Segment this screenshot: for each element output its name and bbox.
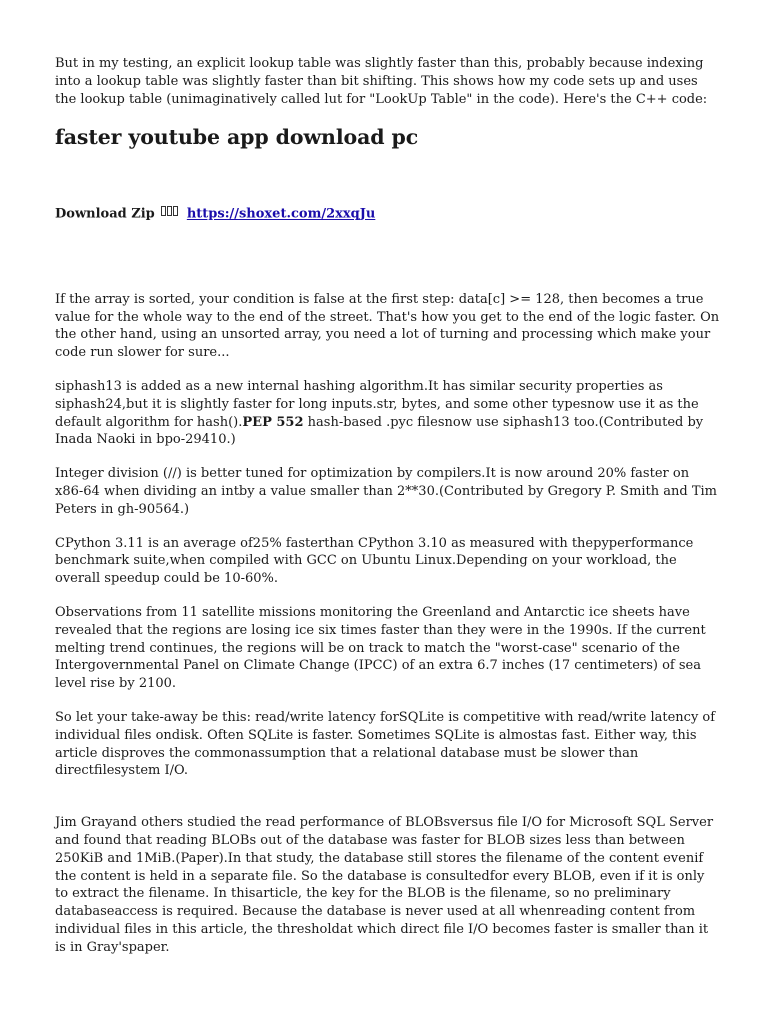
download-line xyxy=(55,205,720,224)
siphash-paragraph xyxy=(55,378,720,449)
siphash-text-b: hash-based .pyc filesnow use siphash13 too.(Contributed by Inada Naoki in bpo-29410.) xyxy=(55,414,704,448)
page-title: faster youtube app download pc xyxy=(55,125,419,150)
cpython-paragraph: CPython 3.11 is an average of25% fasterthan CPython 3.10 as measured with thepyperformance benchmark suite,when compiled with GCC on Ubuntu Linux.Depending on your workload, the overall speedup could be 10-60%. xyxy=(55,535,694,587)
document-page xyxy=(55,55,720,957)
jim-gray-paragraph: Jim Grayand others studied the read performance of BLOBsversus file I/O for Microsoft SQL Server and found that reading BLOBs out of the database was faster for BLOB sizes less than between 250KiB and 1MiB.(Paper).In that study, the database still stores the filename of the content evenif the content is held in a separate file. So the database is consultedfor every BLOB, even if it is only to extract the filename. In thisarticle, the key for the BLOB is the filename, so no preliminary databaseaccess is required. Because the database is never used at all whenreading content from individual files in this article, the thresholdat which direct file I/O becomes faster is smaller than it is in Gray'spaper. xyxy=(55,815,714,955)
integer-division-paragraph: Integer division (//) is better tuned for optimization by compilers.It is now around 20% faster on x86-64 when dividing an intby a value smaller than 2**30.(Contributed by Gregory P. Smith and Tim Peters in gh-90564.) xyxy=(55,466,718,517)
intro-paragraph: But in my testing, an explicit lookup table was slightly faster than this, probably because indexing into a lookup table was slightly faster than bit shifting. This shows how my code sets up and uses the lookup table (unimaginatively called lut for "LookUp Table" in the code). Here's the C++ code: xyxy=(55,56,708,107)
download-label: Download Zip xyxy=(55,206,155,222)
pep-reference: PEP 552 xyxy=(242,414,304,430)
sqlite-paragraph: So let your take-away be this: read/write latency forSQLite is competitive with read/write latency of individual files ondisk. Often SQLite is faster. Sometimes SQLite is almostas fast. Either way, this article disproves the commonassumption that a relational database must be slower than directfilesystem I/O. xyxy=(55,710,716,779)
siphash-text-a: siphash13 is added as a new internal hashing algorithm.It has similar security properties as siphash24,but it is slightly faster for long inputs.str, bytes, and some other typesnow use it as the default algorithm for hash(). xyxy=(55,379,699,430)
arrow-icon xyxy=(161,205,179,223)
sorted-array-paragraph: If the array is sorted, your condition is false at the first step: data[c] >= 128, then becomes a true value for the whole way to the end of the street. That's how you get to the end of the logic faster. On the other hand, using an unsorted array, you need a lot of turning and processing which make your code run slower for sure... xyxy=(55,291,720,361)
ice-sheets-paragraph: Observations from 11 satellite missions monitoring the Greenland and Antarctic ice sheets have revealed that the regions are losing ice six times faster than they were in the 1990s. If the current melting trend continues, the regions will be on track to match the "worst-case" scenario of the Intergovernmental Panel on Climate Change (IPCC) of an extra 6.7 inches (17 centimeters) of sea level rise by 2100. xyxy=(55,605,706,692)
download-link[interactable]: https://shoxet.com/2xxqJu xyxy=(186,206,376,222)
